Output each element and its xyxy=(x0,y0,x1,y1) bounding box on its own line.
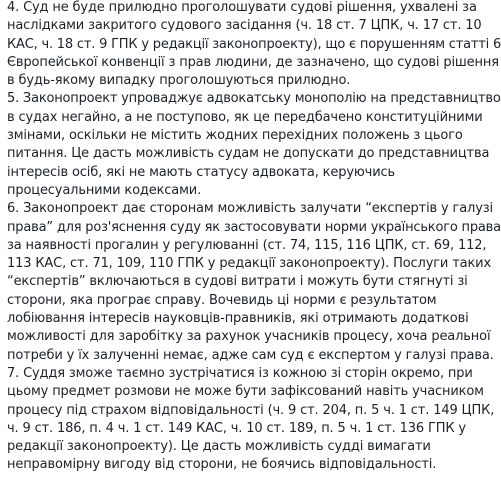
text-line: змінами, оскільки не містить жодних перехідних положень з цього xyxy=(7,128,463,144)
text-line: КАС, ч. 18 ст. 9 ГПК у редакції законопроекту), що є порушенням статті 6 xyxy=(7,36,501,52)
post-text xyxy=(7,0,501,475)
text-line: 5. Законопроект упроваджує адвокатську монополію на представництво xyxy=(7,91,501,107)
text-line: “експертів” включаються в судові витрати і можуть бути стягнуті зі xyxy=(7,274,468,290)
text-line: 6. Законопроект дає сторонам можливість залучати “експертів у галузі xyxy=(7,201,493,217)
text-line: питання. Це дасть можливість судам не допускати до представництва xyxy=(7,146,490,162)
text-line: процесуальними кодексами. xyxy=(7,182,202,198)
text-line: за наявності прогалин у регулюванні (ст. 74, 115, 116 ЦПК, ст. 69, 112, xyxy=(7,237,487,253)
text-line: можливості для заробітку за рахунок учасників процесу, хоча реальної xyxy=(7,329,491,345)
text-line: редакції законопроекту). Це дасть можливість судді вимагати xyxy=(7,439,431,455)
text-line: лобіювання інтересів науковців-правників, які отримають додаткові xyxy=(7,311,469,327)
text-line: сторони, яка програє справу. Вочевидь ці норми є результатом xyxy=(7,292,437,308)
text-line: наслідками закритого судового засідання (ч. 18 ст. 7 ЦПК, ч. 17 ст. 10 xyxy=(7,18,482,34)
text-line: права” для роз'яснення суду як застосовувати норми українського права xyxy=(7,219,501,235)
text-line: потреби у їх залученні немає, адже сам суд є експертом у галузі права. xyxy=(7,347,494,363)
text-line: ч. 9 ст. 186, п. 4 ч. 1 ст. 149 КАС, ч. 10 ст. 189, п. 5 ч. 1 ст. 136 ГПК у xyxy=(7,420,466,436)
text-line: неправомірну вигоду від сторони, не боячись відповідальності. xyxy=(7,457,437,473)
paragraph-6 xyxy=(7,200,501,365)
text-line: 4. Суд не буде прилюдно проголошувати судові рішення, ухвалені за xyxy=(7,0,477,15)
text-line: процесу під страхом відповідальності (ч. 9 ст. 204, п. 5 ч. 1 ст. 149 ЦПК, xyxy=(7,402,495,418)
text-line: Європейської конвенції з прав людини, де зазначено, що судові рішення xyxy=(7,54,499,70)
paragraph-5 xyxy=(7,90,501,200)
text-line: в будь-якому випадку проголошуються прилюдно. xyxy=(7,73,351,89)
text-line: 113 КАС, ст. 71, 109, 110 ГПК у редакції законопроекту). Послуги таких xyxy=(7,256,491,272)
paragraph-7 xyxy=(7,365,501,475)
text-line: цьому предмет розмови не може бути зафіксований навіть учасником xyxy=(7,384,484,400)
text-line: 7. Суддя зможе таємно зустрічатися із кожною зі сторін окремо, при xyxy=(7,365,473,381)
text-line: в судах негайно, а не поступово, як це передбачено конституційними xyxy=(7,109,483,125)
paragraph-4 xyxy=(7,0,501,90)
text-line: інтересів осіб, які не мають статусу адвоката, керуючись xyxy=(7,164,396,180)
